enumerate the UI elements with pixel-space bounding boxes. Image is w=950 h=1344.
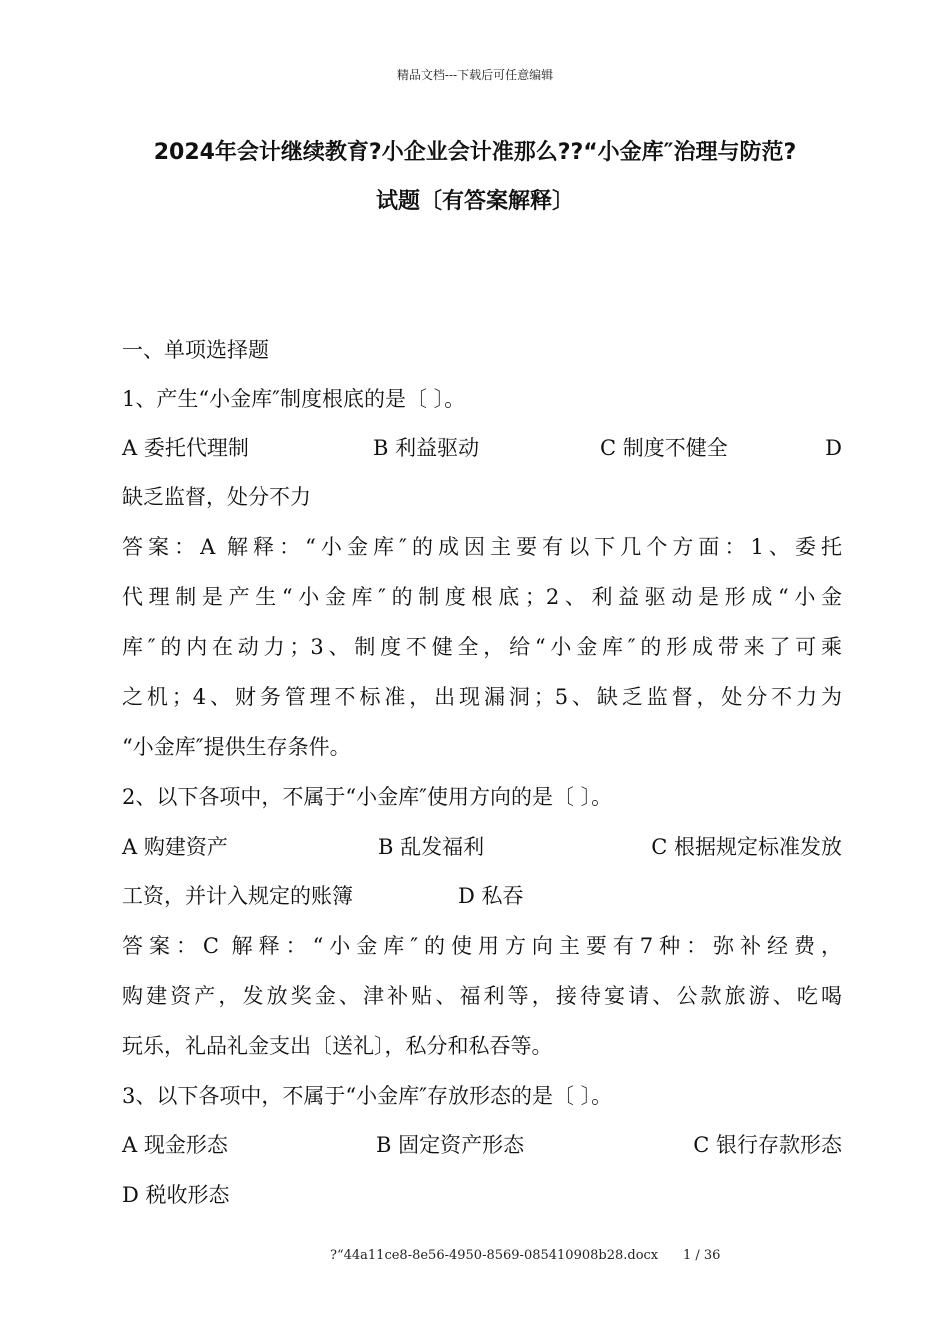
document-title-line-1: 2024年会计继续教育?小企业会计准那么??“小金库″治理与防范?	[153, 140, 797, 165]
question-1-options	[122, 438, 842, 464]
option-c-continued: 工资，并计入规定的账簿	[122, 884, 353, 908]
option-c: C 根据规定标准发放	[651, 835, 842, 859]
footer-page-number: 1 / 36	[683, 1248, 721, 1263]
option-b: B 利益驱动	[373, 436, 480, 460]
answer-line: “小金库″提供生存条件。	[122, 735, 351, 759]
option-d-label: D	[825, 436, 842, 460]
option-a: A 现金形态	[122, 1133, 228, 1157]
question-2-options-continued	[122, 886, 842, 912]
question-3-stem: 3、以下各项中，不属于“小金库″存放形态的是〔 〕。	[122, 1084, 613, 1108]
answer-line: 答案：A 解释：“小金库″的成因主要有以下几个方面：1、委托	[122, 535, 842, 559]
answer-line: 代理制是产生“小金库″的制度根底；2、利益驱动是形成“小金	[122, 585, 842, 609]
answer-line: 购建资产，发放奖金、津补贴、福利等，接待宴请、公款旅游、吃喝	[122, 984, 842, 1008]
footer-filename: ?“44a11ce8-8e56-4950-8569-085410908b28.docx	[330, 1248, 659, 1263]
question-1-stem: 1、产生“小金库″制度根底的是〔 〕。	[122, 387, 466, 411]
option-d-text: 缺乏监督，处分不力	[122, 485, 311, 509]
option-c: C 银行存款形态	[693, 1133, 842, 1157]
answer-line: 答案：C 解释：“小金库″的使用方向主要有7种：弥补经费，	[122, 934, 842, 958]
option-d: D 私吞	[458, 884, 524, 908]
answer-line: 库″的内在动力；3、制度不健全，给“小金库″的形成带来了可乘	[122, 635, 842, 659]
answer-line: 之机；4、财务管理不标准，出现漏洞；5、缺乏监督，处分不力为	[122, 685, 842, 709]
option-a: A 购建资产	[122, 835, 228, 859]
question-2-options	[122, 837, 842, 863]
page-header: 精品文档---下载后可任意编辑	[396, 68, 554, 82]
question-3-options	[122, 1135, 842, 1161]
option-b: B 乱发福利	[378, 835, 485, 859]
option-a: A 委托代理制	[122, 436, 249, 460]
question-2-stem: 2、以下各项中，不属于“小金库″使用方向的是〔 〕。	[122, 785, 613, 809]
section-heading: 一、单项选择题	[122, 338, 269, 362]
option-d: D 税收形态	[122, 1183, 230, 1207]
option-b: B 固定资产形态	[376, 1133, 525, 1157]
answer-line: 玩乐，礼品礼金支出〔送礼〕，私分和私吞等。	[122, 1034, 553, 1058]
option-c: C 制度不健全	[600, 436, 728, 460]
document-title-line-2: 试题〔有答案解释〕	[375, 189, 574, 214]
